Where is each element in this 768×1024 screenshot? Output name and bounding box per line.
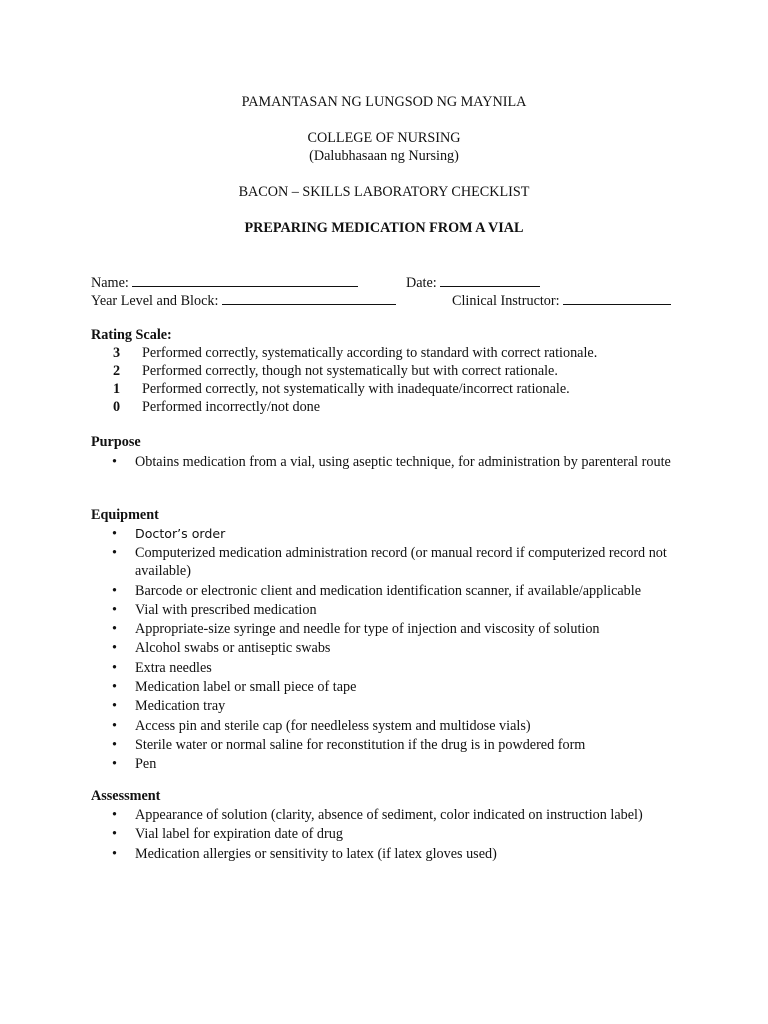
list-item: [91, 845, 691, 863]
list-item: [91, 755, 691, 773]
purpose-heading: Purpose: [91, 434, 141, 450]
list-item: [91, 736, 691, 754]
list-item-text: Obtains medication from a vial, using aseptic technique, for administration by parenteral route: [135, 454, 671, 470]
university-name: PAMANTASAN NG LUNGSOD NG MAYNILA: [241, 94, 527, 110]
bullet-icon: •: [112, 640, 117, 657]
name-blank[interactable]: [132, 272, 358, 287]
rating-score: 2: [113, 363, 121, 379]
list-item-text: Medication label or small piece of tape: [135, 679, 357, 696]
name-label: Name:: [91, 275, 129, 291]
rating-scale-heading: Rating Scale:: [91, 327, 172, 343]
assessment-heading: Assessment: [91, 788, 161, 804]
list-item: [91, 678, 691, 696]
bullet-icon: •: [112, 826, 117, 843]
list-item: [91, 620, 691, 638]
college-name: COLLEGE OF NURSING: [307, 130, 461, 146]
bullet-icon: •: [112, 807, 117, 823]
list-item-text: Sterile water or normal saline for reconstitution if the drug is in powdered form: [135, 736, 586, 753]
bullet-icon: •: [112, 698, 117, 715]
date-label: Date:: [406, 275, 437, 291]
bullet-icon: •: [112, 601, 117, 618]
list-item: [91, 525, 691, 543]
bullet-icon: •: [112, 659, 117, 676]
year-level-label: Year Level and Block:: [91, 293, 219, 309]
bullet-icon: •: [112, 717, 117, 734]
rating-description: Performed incorrectly/not done: [142, 399, 321, 415]
bullet-icon: •: [112, 756, 117, 773]
equipment-heading: Equipment: [91, 507, 159, 523]
procedure-title: PREPARING MEDICATION FROM A VIAL: [244, 220, 524, 236]
bullet-icon: •: [112, 582, 117, 599]
name-field: [91, 272, 358, 292]
list-item-text: Computerized medication administration record (or manual record if computerized record not available): [135, 545, 667, 580]
assessment-list: [91, 806, 691, 864]
bullet-icon: •: [112, 845, 117, 862]
bullet-icon: •: [112, 679, 117, 696]
date-field: [406, 272, 540, 292]
rating-score: 1: [113, 381, 121, 397]
rating-score: 3: [113, 345, 121, 361]
list-item: [91, 659, 691, 677]
list-item-text: Medication allergies or sensitivity to latex (if latex gloves used): [135, 845, 497, 862]
list-item-text: Doctor’s order: [135, 526, 226, 541]
purpose-list: [91, 453, 691, 472]
instructor-label: Clinical Instructor:: [452, 293, 560, 309]
rating-score: 0: [113, 399, 121, 415]
list-item-text: Alcohol swabs or antiseptic swabs: [135, 640, 331, 657]
list-item: [91, 453, 691, 471]
bullet-icon: •: [112, 736, 117, 753]
list-item: [91, 717, 691, 735]
list-item: [91, 582, 691, 600]
list-item-text: Access pin and sterile cap (for needleless system and multidose vials): [135, 717, 531, 734]
list-item: [91, 639, 691, 657]
instructor-field: [452, 290, 671, 310]
checklist-title: BACON – SKILLS LABORATORY CHECKLIST: [238, 184, 530, 200]
list-item-text: Appearance of solution (clarity, absence of sediment, color indicated on instruction label): [135, 807, 643, 823]
bullet-icon: •: [112, 621, 117, 638]
list-item-text: Extra needles: [135, 659, 212, 676]
college-subtitle: (Dalubhasaan ng Nursing): [309, 148, 459, 164]
list-item-text: Vial label for expiration date of drug: [135, 826, 343, 843]
list-item-text: Barcode or electronic client and medication identification scanner, if available/applicable: [135, 582, 642, 599]
list-item-text: Vial with prescribed medication: [135, 601, 317, 618]
list-item: [91, 825, 691, 843]
rating-description: Performed correctly, systematically according to standard with correct rationale.: [142, 345, 598, 361]
list-item: [91, 601, 691, 619]
bullet-icon: •: [112, 454, 117, 470]
rating-description: Performed correctly, though not systematically but with correct rationale.: [142, 363, 558, 379]
list-item-text: Pen: [135, 756, 157, 773]
rating-description: Performed correctly, not systematically with inadequate/incorrect rationale.: [142, 381, 570, 397]
year-level-field: [91, 290, 396, 310]
list-item: [91, 697, 691, 715]
instructor-blank[interactable]: [563, 290, 671, 305]
date-blank[interactable]: [440, 272, 540, 287]
list-item: [91, 544, 691, 580]
list-item-text: Appropriate-size syringe and needle for type of injection and viscosity of solution: [135, 621, 600, 638]
bullet-icon: •: [112, 545, 117, 562]
year-level-blank[interactable]: [222, 290, 396, 305]
list-item: [91, 806, 691, 824]
bullet-icon: •: [112, 526, 117, 542]
list-item-text: Medication tray: [135, 698, 226, 715]
equipment-list: [91, 525, 691, 775]
